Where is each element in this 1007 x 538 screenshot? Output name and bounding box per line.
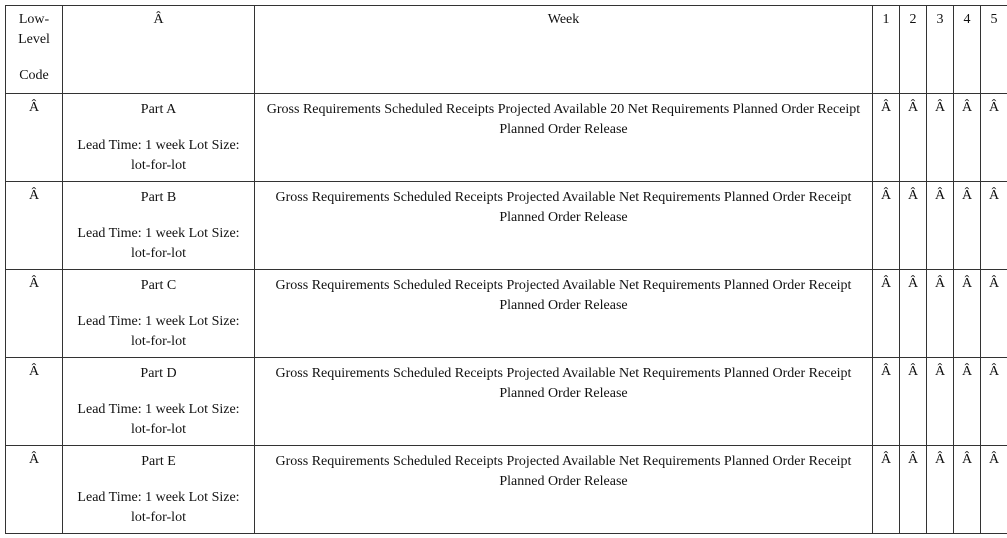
part-name: Part C	[140, 278, 177, 293]
week-cell: Â	[873, 94, 900, 182]
part-cell	[63, 270, 255, 358]
record-rows-cell	[255, 446, 873, 534]
week-cell: Â	[900, 182, 927, 270]
header-code-line1: Low-	[18, 12, 50, 27]
table-row-part-d	[6, 358, 1007, 446]
part-cell	[63, 358, 255, 446]
part-cell	[63, 94, 255, 182]
row-code: Â	[6, 94, 63, 182]
part-meta: Lead Time: 1 week Lot Size: lot-for-lot	[77, 490, 240, 525]
table-row-part-c	[6, 270, 1007, 358]
part-meta: Lead Time: 1 week Lot Size: lot-for-lot	[77, 226, 240, 261]
week-cell: Â	[900, 94, 927, 182]
record-rows-cell	[255, 270, 873, 358]
row-code: Â	[6, 182, 63, 270]
part-name: Part B	[140, 190, 177, 205]
record-rows-cell	[255, 358, 873, 446]
record-rows-text: Gross Requirements Scheduled Receipts Projected Available Net Requirements Planned Order Receipt Planned Order Release	[275, 454, 852, 489]
record-rows-text: Gross Requirements Scheduled Receipts Projected Available 20 Net Requirements Planned Order Receipt Planned Order Release	[266, 102, 861, 137]
part-meta: Lead Time: 1 week Lot Size: lot-for-lot	[77, 314, 240, 349]
header-row	[6, 6, 1007, 94]
header-code-line2: Level	[18, 32, 50, 47]
row-code: Â	[6, 358, 63, 446]
week-cell: Â	[873, 446, 900, 534]
record-rows-text: Gross Requirements Scheduled Receipts Projected Available Net Requirements Planned Order Receipt Planned Order Release	[275, 278, 852, 313]
record-rows-cell	[255, 182, 873, 270]
header-week-4: 4	[954, 6, 981, 94]
week-cell: Â	[981, 358, 1007, 446]
part-cell	[63, 182, 255, 270]
week-cell: Â	[927, 270, 954, 358]
week-cell: Â	[873, 182, 900, 270]
week-cell: Â	[873, 270, 900, 358]
header-week-3: 3	[927, 6, 954, 94]
part-name: Part D	[140, 366, 177, 381]
header-week-2: 2	[900, 6, 927, 94]
table-row-part-a	[6, 94, 1007, 182]
week-cell: Â	[954, 182, 981, 270]
part-meta: Lead Time: 1 week Lot Size: lot-for-lot	[77, 402, 240, 437]
week-cell: Â	[900, 358, 927, 446]
week-cell: Â	[927, 446, 954, 534]
week-cell: Â	[900, 446, 927, 534]
week-cell: Â	[981, 270, 1007, 358]
week-cell: Â	[900, 270, 927, 358]
part-cell	[63, 446, 255, 534]
week-cell: Â	[981, 94, 1007, 182]
header-low-level-code	[6, 6, 63, 94]
row-code: Â	[6, 446, 63, 534]
header-week-1: 1	[873, 6, 900, 94]
header-week-5: 5	[981, 6, 1007, 94]
header-week-label: Week	[255, 6, 873, 94]
week-cell: Â	[954, 358, 981, 446]
mrp-table	[5, 5, 1007, 534]
header-item: Â	[63, 6, 255, 94]
week-cell: Â	[927, 182, 954, 270]
record-rows-text: Gross Requirements Scheduled Receipts Projected Available Net Requirements Planned Order Receipt Planned Order Release	[275, 366, 852, 401]
week-cell: Â	[954, 446, 981, 534]
record-rows-cell	[255, 94, 873, 182]
week-cell: Â	[954, 270, 981, 358]
week-cell: Â	[873, 358, 900, 446]
week-cell: Â	[981, 446, 1007, 534]
week-cell: Â	[927, 358, 954, 446]
part-name: Part E	[141, 454, 176, 469]
header-code-line3: Code	[19, 68, 49, 83]
part-name: Part A	[140, 102, 177, 117]
week-cell: Â	[954, 94, 981, 182]
record-rows-text: Gross Requirements Scheduled Receipts Projected Available Net Requirements Planned Order Receipt Planned Order Release	[275, 190, 852, 225]
table-row-part-e	[6, 446, 1007, 534]
part-meta: Lead Time: 1 week Lot Size: lot-for-lot	[77, 138, 240, 173]
week-cell: Â	[927, 94, 954, 182]
table-row-part-b	[6, 182, 1007, 270]
row-code: Â	[6, 270, 63, 358]
week-cell: Â	[981, 182, 1007, 270]
